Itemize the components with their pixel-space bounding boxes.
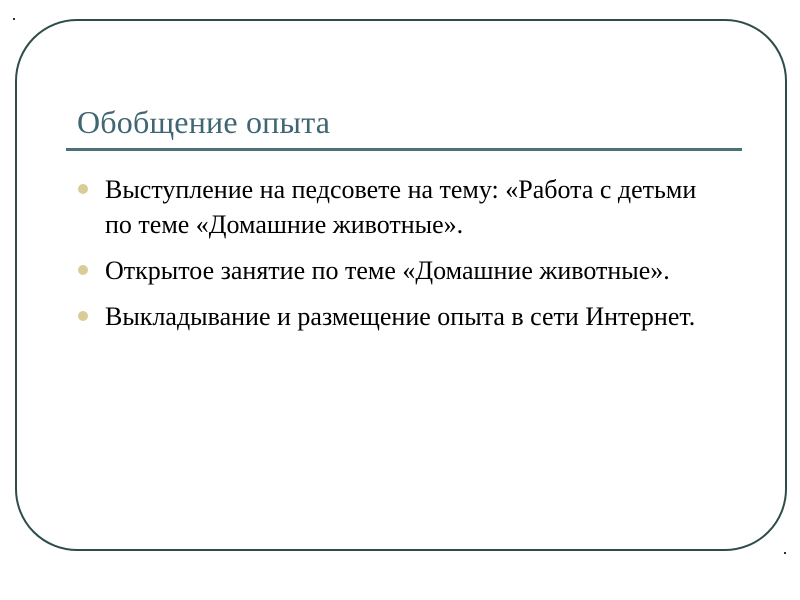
title-divider (66, 148, 742, 151)
bullet-text: Выкладывание и размещение опыта в сети Интернет. (105, 302, 696, 331)
bullet-item (78, 172, 718, 242)
corner-mark-top-left (13, 18, 15, 20)
slide-title: Обобщение опыта (77, 104, 331, 140)
bullet-dot-icon (78, 265, 88, 275)
bullet-list (78, 172, 718, 345)
bullet-item (78, 299, 718, 334)
bullet-text: Выступление на педсовете на тему: «Работа с детьми по теме «Домашние животные». (105, 175, 697, 239)
bullet-item (78, 253, 718, 288)
bullet-dot-icon (78, 311, 88, 321)
bullet-dot-icon (78, 184, 88, 194)
bullet-text: Открытое занятие по теме «Домашние животные». (105, 256, 670, 285)
corner-mark-bottom-right (784, 552, 786, 554)
